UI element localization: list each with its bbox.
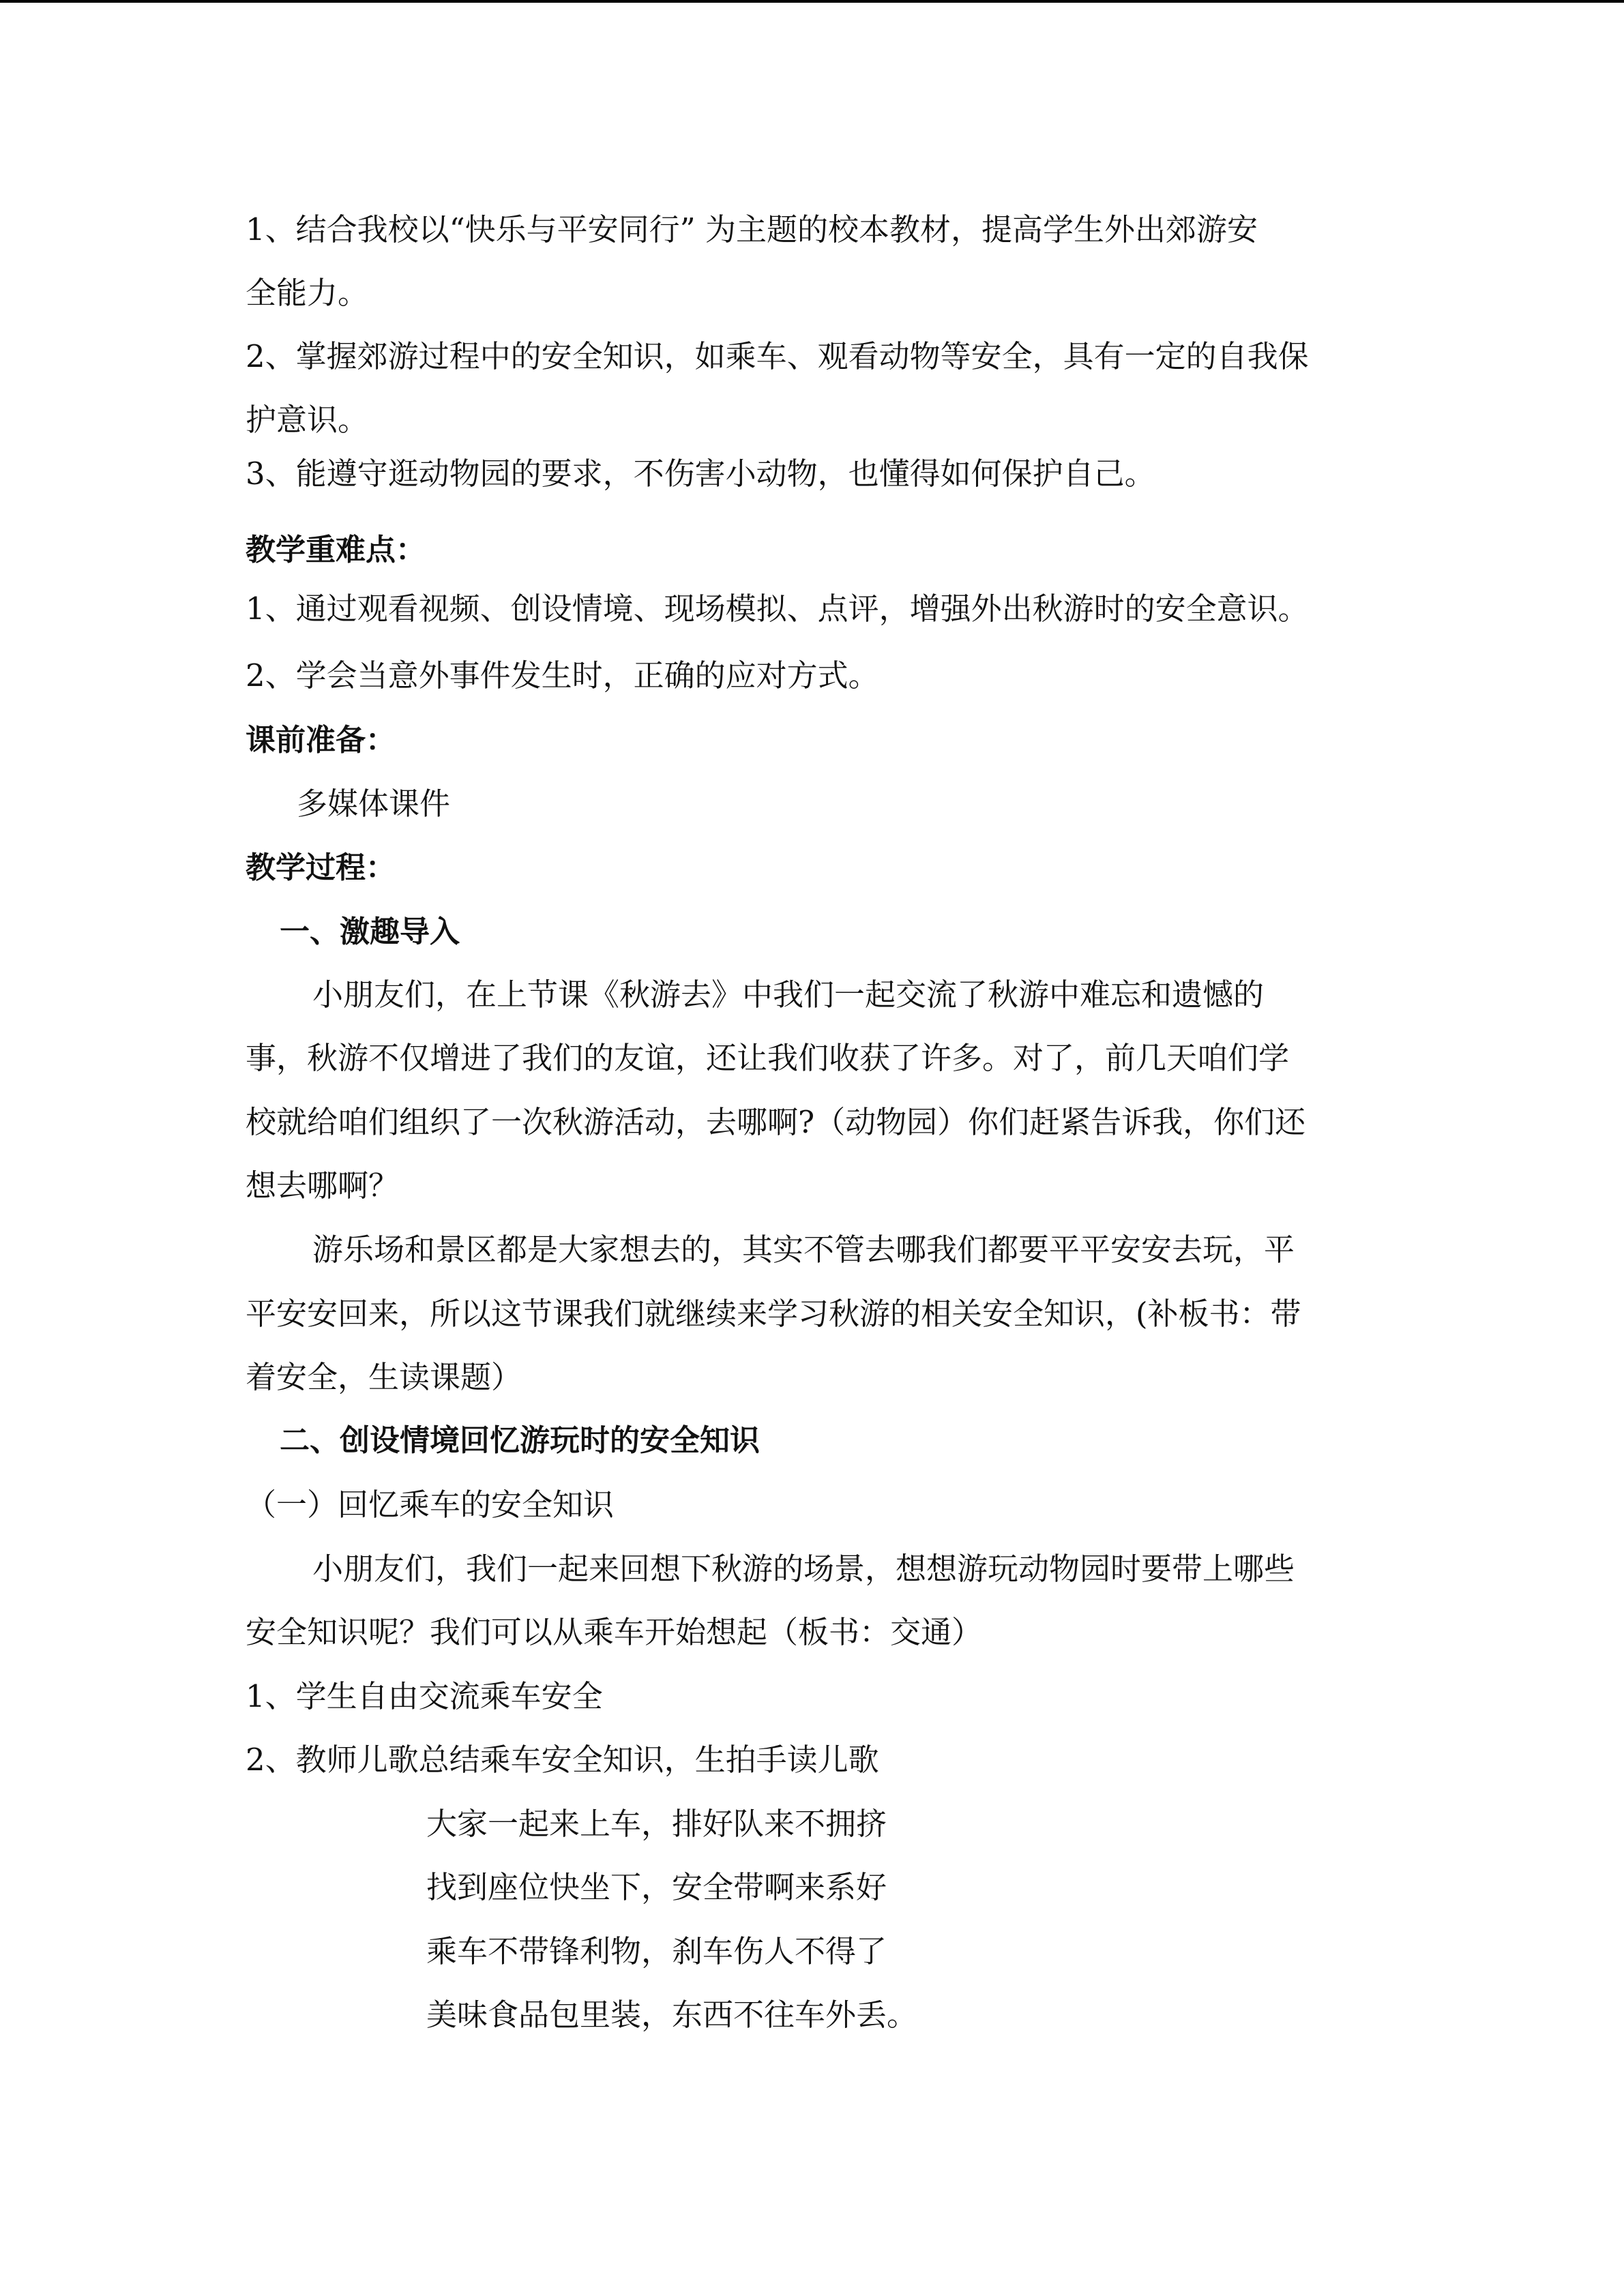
objective-line-4: 护意识。 — [246, 402, 369, 438]
key-points-heading: 教学重难点： — [246, 533, 426, 567]
step-2: 2、教师儿歌总结乘车安全知识，生拍手读儿歌 — [246, 1742, 879, 1778]
section1-para1-line-2: 事，秋游不仅增进了我们的友谊，还让我们收获了许多。对了，前几天咱们学 — [246, 1040, 1290, 1076]
objective-line-2: 全能力。 — [246, 275, 369, 311]
key-point-2: 2、学会当意外事件发生时，正确的应对方式。 — [246, 657, 879, 694]
objective-line-3: 2、掌握郊游过程中的安全知识，如乘车、观看动物等安全，具有一定的自我保 — [246, 338, 1309, 374]
section2-heading: 二、创设情境回忆游玩时的安全知识 — [280, 1423, 760, 1458]
preparation-item: 多媒体课件 — [297, 786, 451, 822]
rhyme-line-2: 找到座位快坐下，安全带啊来系好 — [426, 1869, 887, 1905]
objective-line-1: 1、结合我校以“快乐与平安同行” 为主题的校本教材，提高学生外出郊游安 — [246, 211, 1258, 248]
subsection1-heading: （一）回忆乘车的安全知识 — [246, 1487, 615, 1523]
rhyme-line-1: 大家一起来上车，排好队来不拥挤 — [426, 1806, 887, 1842]
rhyme-line-4: 美味食品包里装，东西不往车外丢。 — [426, 1997, 918, 2033]
rhyme-line-3: 乘车不带锋利物，刹车伤人不得了 — [426, 1933, 887, 1969]
section1-para2-line-1: 游乐场和景区都是大家想去的，其实不管去哪我们都要平平安安去玩，平 — [312, 1232, 1295, 1268]
objective-line-5: 3、能遵守逛动物园的要求，不伤害小动物，也懂得如何保护自己。 — [246, 456, 1155, 492]
preparation-heading: 课前准备： — [246, 723, 396, 758]
section1-heading: 一、激趣导入 — [280, 914, 460, 949]
process-heading: 教学过程： — [246, 850, 396, 885]
subsection1-para-line-1: 小朋友们，我们一起来回想下秋游的场景，想想游玩动物园时要带上哪些 — [312, 1551, 1295, 1587]
section1-para2-line-3: 着安全，生读课题） — [246, 1359, 522, 1395]
key-point-1: 1、通过观看视频、创设情境、现场模拟、点评，增强外出秋游时的安全意识。 — [246, 591, 1309, 627]
section1-para1-line-4: 想去哪啊？ — [246, 1167, 400, 1204]
step-1: 1、学生自由交流乘车安全 — [246, 1678, 603, 1714]
section1-para2-line-2: 平安安回来，所以这节课我们就继续来学习秋游的相关安全知识，(补板书：带 — [246, 1296, 1301, 1332]
section1-para1-line-3: 校就给咱们组织了一次秋游活动，去哪啊?（动物园）你们赶紧告诉我，你们还 — [246, 1104, 1306, 1140]
subsection1-para-line-2: 安全知识呢？我们可以从乘车开始想起（板书：交通） — [246, 1614, 983, 1650]
section1-para1-line-1: 小朋友们，在上节课《秋游去》中我们一起交流了秋游中难忘和遗憾的 — [312, 976, 1265, 1013]
